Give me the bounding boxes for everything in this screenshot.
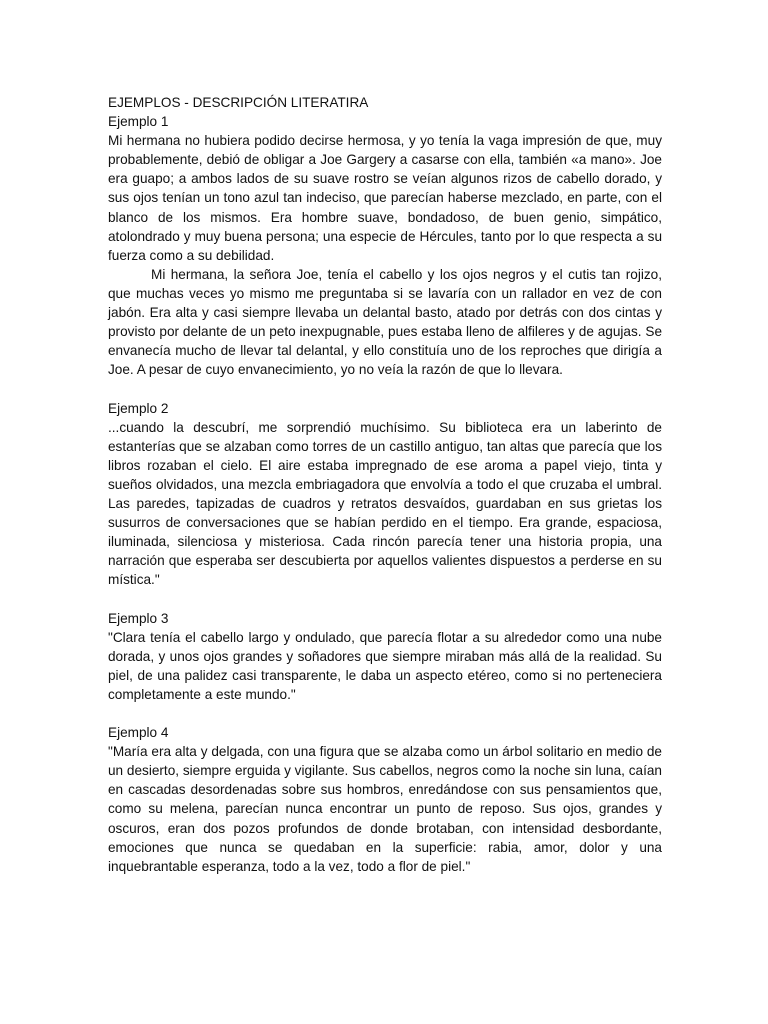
section-spacer [108,589,662,608]
example-3-heading: Ejemplo 3 [108,610,169,626]
example-4-heading: Ejemplo 4 [108,725,169,741]
example-1-heading: Ejemplo 1 [108,114,169,130]
example-4-paragraph-1: "María era alta y delgada, con una figura que se alzaba como un árbol solitario en medio de un desierto, siempre erguida y vigilante. Sus cabellos, negros como la noche sin luna, caían en cascadas desordenadas sobre sus hombros, enredándose con sus pensamientos que, como su melena, parecían nunca encontrar un punto de reposo. Sus ojos, grandes y oscuros, eran dos pozos profundos de donde brotaban, con intensidad desbordante, emociones que nunca se quedaban en la superficie: rabia, amor, dolor y una inquebrantable esperanza, todo a la vez, todo a flor de piel." [108,744,662,874]
section-spacer [108,379,662,398]
document-page [108,93,662,876]
section-spacer [108,704,662,723]
example-2-paragraph-1: ...cuando la descubrí, me sorprendió muchísimo. Su biblioteca era un laberinto de estanterías que se alzaban como torres de un castillo antiguo, tan altas que parecía que los libros rozaban el cielo. El aire estaba impregnado de ese aroma a papel viejo, tinta y sueños olvidados, una mezcla embriagadora que envolvía a todo el que cruzaba el umbral. Las paredes, tapizadas de cuadros y retratos desvaídos, guardaban en sus grietas los susurros de conversaciones que se habían perdido en el tiempo. Era grande, espaciosa, iluminada, silenciosa y misteriosa. Cada rincón parecía tener una historia propia, una narración que esperaba ser descubierta por aquellos valientes dispuestos a perderse en su mística." [108,419,662,588]
document-title: EJEMPLOS - DESCRIPCIÓN LITERATIRA [108,95,369,110]
example-3-paragraph-1: "Clara tenía el cabello largo y ondulado, que parecía flotar a su alrededor como una nube dorada, y unos ojos grandes y soñadores que siempre miraban más allá de la realidad. Su piel, de una palidez casi transparente, le daba un aspecto etéreo, como si no perteneciera completamente a este mundo." [108,629,662,702]
example-2-heading: Ejemplo 2 [108,400,169,416]
example-1-paragraph-1: Mi hermana no hubiera podido decirse hermosa, y yo tenía la vaga impresión de que, muy probablemente, debió de obligar a Joe Gargery a casarse con ella, también «a mano». Joe era guapo; a ambos lados de su suave rostro se veían algunos rizos de cabello dorado, y sus ojos tenían un tono azul tan indeciso, que parecían haberse mezclado, en parte, con el blanco de los mismos. Era hombre suave, bondadoso, de buen genio, simpático, atolondrado y muy buena persona; una especie de Hércules, tanto por lo que respecta a su fuerza como a su debilidad. [108,133,662,263]
example-1-paragraph-2: Mi hermana, la señora Joe, tenía el cabello y los ojos negros y el cutis tan rojizo, que muchas veces yo mismo me preguntaba si se lavaría con un rallador en vez de con jabón. Era alta y casi siempre llevaba un delantal basto, atado por detrás con dos cintas y provisto por delante de un peto inexpugnable, pues estaba lleno de alfileres y de agujas. Se envanecía mucho de llevar tal delantal, y ello constituía uno de los reproches que dirigía a Joe. A pesar de cuyo envanecimiento, yo no veía la razón de que lo llevara. [108,266,662,378]
